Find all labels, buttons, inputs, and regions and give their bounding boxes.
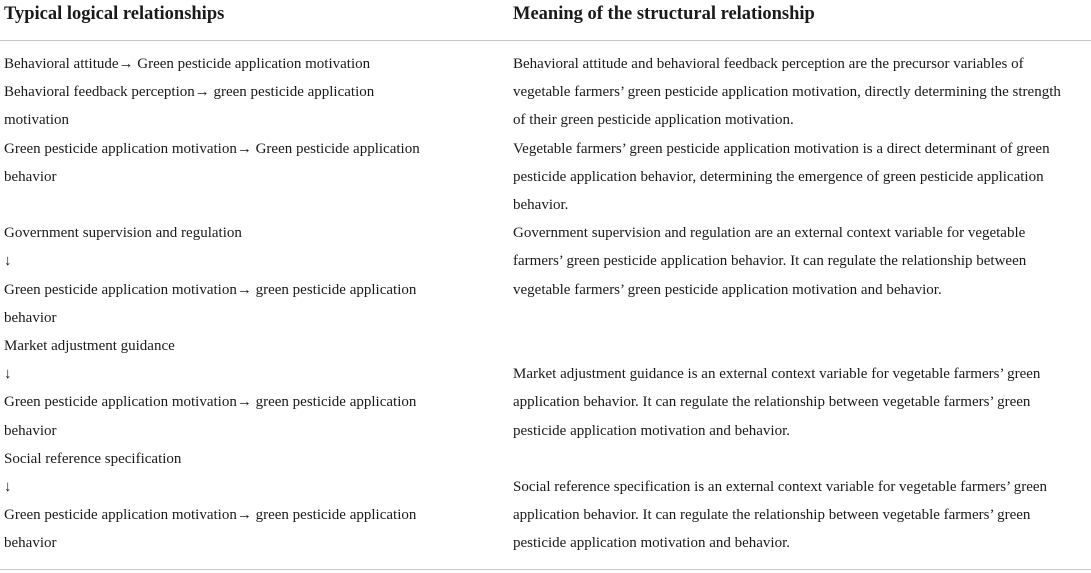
meaning-cell	[513, 50, 1089, 135]
meaning-cell	[513, 332, 1089, 445]
meaning-cell	[513, 219, 1089, 304]
relationship-cell	[0, 50, 454, 135]
table-row	[0, 50, 1091, 135]
meaning-cell	[513, 135, 1089, 220]
cell-line: vegetable farmers’ green pesticide application motivation and behavior.	[513, 281, 942, 298]
cell-line: behavior.	[513, 197, 569, 214]
cell-line: Behavioral feedback perception→ green pesticide application	[4, 84, 375, 101]
relationship-cell	[0, 445, 454, 558]
cell-line: motivation	[4, 112, 69, 129]
cell-line: application behavior. It can regulate the relationship between vegetable farmers’ green	[513, 394, 1031, 411]
cell-line: Social reference specification	[4, 450, 182, 467]
cell-line: pesticide application motivation and behavior.	[513, 422, 791, 439]
relationship-cell	[0, 219, 454, 332]
cell-line: behavior	[4, 309, 57, 326]
cell-line: pesticide application behavior, determining the emergence of green pesticide application	[513, 168, 1044, 185]
cell-line: Market adjustment guidance	[4, 338, 175, 355]
header-meaning: Meaning of the structural relationship	[513, 4, 815, 24]
cell-line: Green pesticide application motivation→ green pesticide application	[4, 507, 417, 524]
bottom-rule	[0, 569, 1091, 570]
table-row	[0, 219, 1091, 332]
down-arrow: ↓	[4, 366, 12, 383]
cell-line: farmers’ green pesticide application behavior. It can regulate the relationship between	[513, 253, 1027, 270]
cell-line: behavior	[4, 535, 57, 552]
table-header	[0, 0, 1091, 41]
cell-line: Government supervision and regulation	[4, 225, 242, 242]
cell-line: Green pesticide application motivation→ green pesticide application	[4, 394, 417, 411]
cell-line: behavior	[4, 422, 57, 439]
cell-line: behavior	[4, 168, 57, 185]
cell-line: vegetable farmers’ green pesticide application motivation, directly determining the strength	[513, 84, 1061, 101]
relationship-cell	[0, 332, 454, 445]
cell-line: Social reference specification is an external context variable for vegetable farmers’ green	[513, 479, 1048, 496]
cell-line: of their green pesticide application motivation.	[513, 112, 794, 129]
cell-line: Government supervision and regulation are an external context variable for vegetable	[513, 225, 1026, 242]
header-typical-relationships: Typical logical relationships	[4, 4, 225, 24]
table-row	[0, 332, 1091, 445]
down-arrow: ↓	[4, 479, 12, 496]
down-arrow: ↓	[4, 253, 12, 270]
cell-line: pesticide application motivation and behavior.	[513, 535, 791, 552]
table-row	[0, 445, 1091, 558]
cell-line: Behavioral attitude→ Green pesticide application motivation	[4, 56, 371, 72]
cell-line: Market adjustment guidance is an external context variable for vegetable farmers’ green	[513, 366, 1041, 383]
table-body	[0, 50, 1091, 558]
cell-line: Behavioral attitude and behavioral feedback perception are the precursor variables of	[513, 56, 1024, 72]
cell-line: Green pesticide application motivation→ Green pesticide application	[4, 140, 420, 157]
cell-line: Vegetable farmers’ green pesticide application motivation is a direct determinant of green	[513, 140, 1050, 157]
relationship-cell	[0, 135, 454, 220]
table-row	[0, 135, 1091, 220]
cell-line: Green pesticide application motivation→ green pesticide application	[4, 281, 417, 298]
meaning-cell	[513, 445, 1089, 558]
cell-line: application behavior. It can regulate the relationship between vegetable farmers’ green	[513, 507, 1031, 524]
